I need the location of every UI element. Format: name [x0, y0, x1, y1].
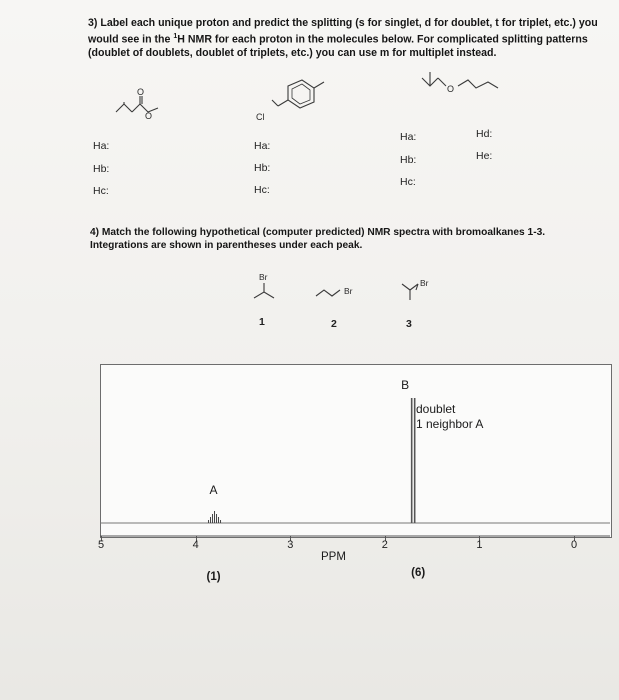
peak-b-doublet [412, 398, 415, 523]
compound-1-atom-br: Br [259, 272, 268, 282]
mol2-atom-cl: Cl [256, 112, 265, 122]
peak-a-label: A [209, 483, 218, 497]
x-axis-tick-label: 5 [98, 539, 105, 551]
mol3-label-hb: Hb: [400, 154, 417, 166]
x-axis-tick-label: 3 [287, 539, 294, 551]
peak-b-note-line2: 1 neighbor A [416, 417, 484, 431]
mol1-label-ha: Ha: [93, 140, 110, 152]
x-axis-tick-label: 4 [192, 539, 199, 551]
compound-1-number: 1 [259, 316, 265, 328]
x-axis-tick-label: 1 [476, 539, 483, 551]
mol3-label-hd: Hd: [476, 128, 493, 140]
mol3-label-hc: Hc: [400, 176, 416, 188]
compound-2-atom-br: Br [344, 286, 353, 296]
peak-b-note-line1: doublet [416, 402, 456, 416]
mol1-atom-o-carbonyl: O [137, 87, 145, 97]
q3-line2-pre: would see in the [88, 33, 174, 46]
compound-3-number: 3 [406, 318, 412, 330]
q4-line2: Integrations are shown in parentheses under each peak. [90, 240, 363, 251]
peak-b-integration: (6) [411, 567, 426, 579]
peak-a-integration: (1) [206, 571, 221, 583]
mol3-atom-o: O [447, 84, 455, 94]
q3-line2-post: H NMR for each proton in the molecules below. For complicated splitting patterns [177, 33, 588, 46]
mol1-label-hc: Hc: [93, 185, 109, 197]
q3-line3: (doublet of doublets, doublet of triplets, etc.) you can use m for multiplet instead. [88, 46, 497, 59]
mol2-label-hc: Hc: [254, 184, 270, 196]
x-axis-tick-label: 2 [381, 539, 388, 551]
mol3-label-ha: Ha: [400, 131, 417, 143]
mol1-atom-o-ester: O [145, 111, 153, 121]
mol2-label-hb: Hb: [254, 162, 271, 174]
peak-a-multiplet [209, 511, 221, 523]
mol1-label-hb: Hb: [93, 163, 110, 175]
x-axis-label: PPM [321, 551, 346, 563]
x-axis-tick-label: 0 [571, 539, 578, 551]
q3-line1: 3) Label each unique proton and predict the splitting (s for singlet, d for doublet, t for triplet, etc.) you [88, 17, 598, 29]
peak-b-note [416, 402, 483, 432]
q4-line1: 4) Match the following hypothetical (computer predicted) NMR spectra with bromoalkanes 1-3. [90, 227, 546, 238]
compound-3-atom-br: Br [420, 278, 429, 288]
compound-2-number: 2 [331, 318, 337, 330]
mol3-label-he: He: [476, 150, 493, 162]
mol2-label-ha: Ha: [254, 140, 271, 152]
peak-b-label: B [401, 378, 410, 392]
q3-line2-superscript: 1 [173, 33, 178, 40]
